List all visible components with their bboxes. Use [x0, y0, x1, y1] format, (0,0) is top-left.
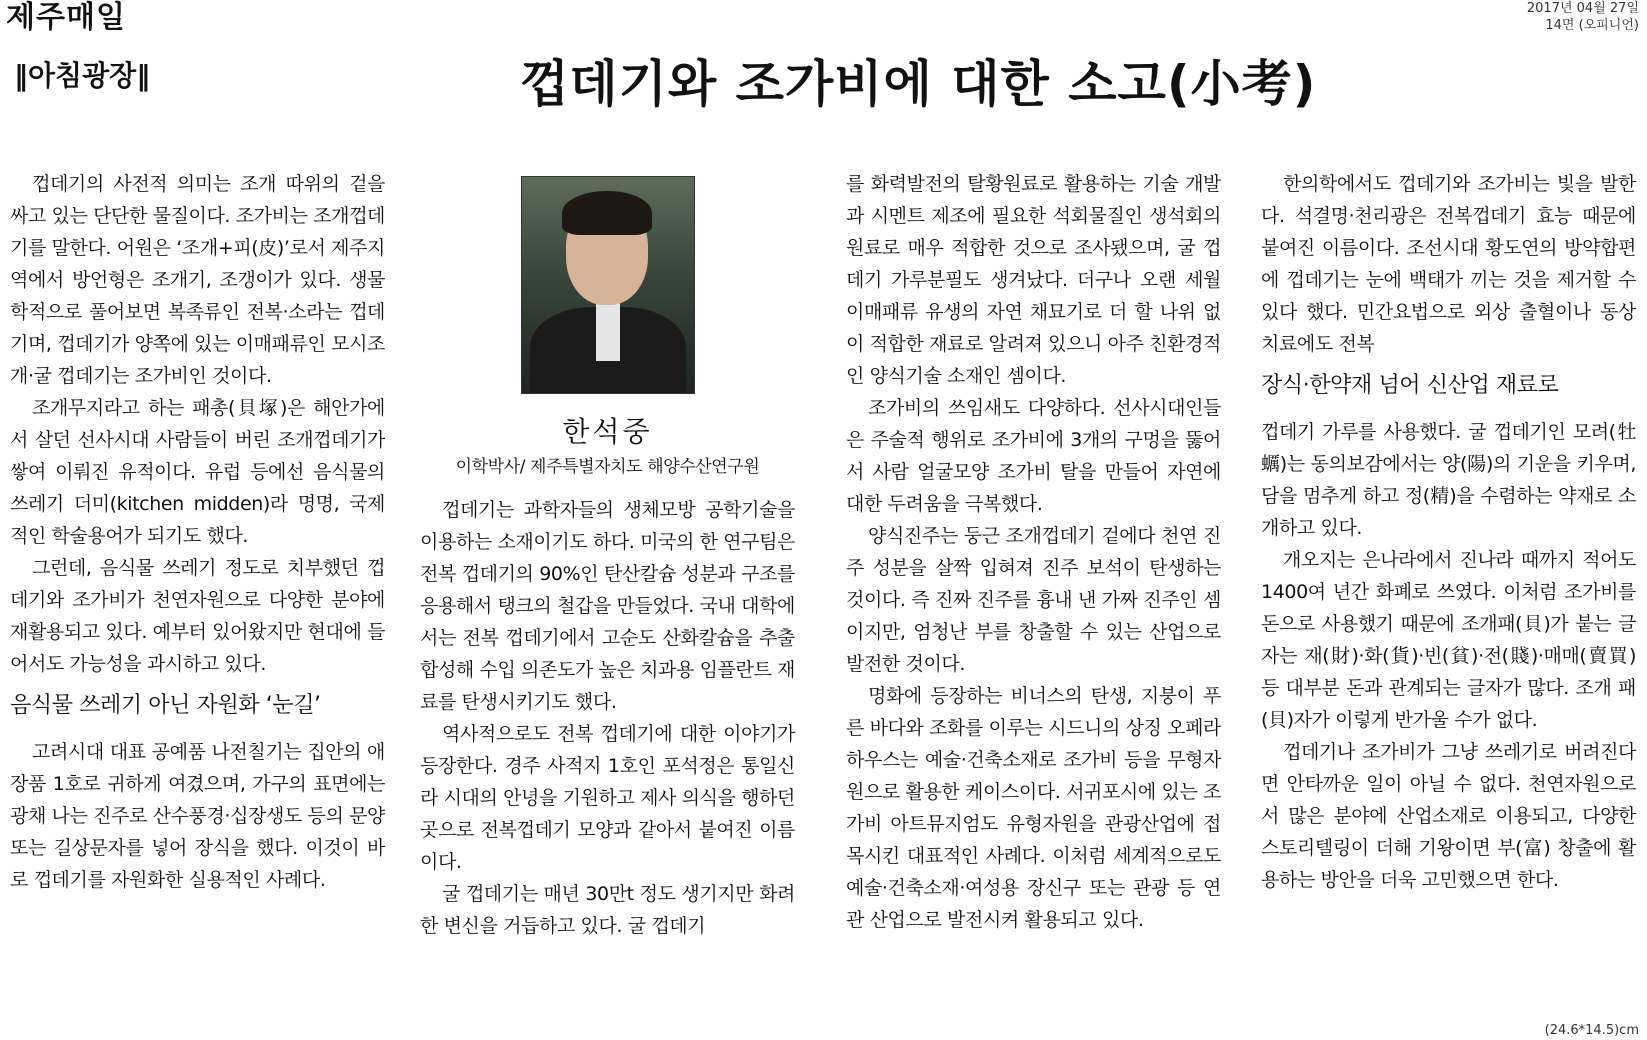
- column-4: [1261, 168, 1636, 896]
- paragraph: 고려시대 대표 공예품 나전칠기는 집안의 애장품 1호로 귀하게 여겼으며, 가구의 표면에는 광채 나는 진주로 산수풍경·십장생도 등의 문양 또는 길상문자를 넣어 장식을 했다. 이것이 바로 껍데기를 자원화한 실용적인 사례다.: [10, 741, 385, 891]
- dateline: [1527, 0, 1639, 34]
- paragraph: 껍데기는 과학자들의 생체모방 공학기술을 이용하는 소재이기도 하다. 미국의 한 연구팀은 전복 껍데기의 90%인 탄산칼슘 성분과 구조를 응용해서 탱크의 철갑을 만들었다. 국내 대학에서는 전복 껍데기에서 고순도 산화칼슘을 추출 합성해 수입 의존도가 높은 치과용 임플란트 재료를 탄생시키기도 했다.: [420, 499, 795, 713]
- paragraph: 굴 껍데기는 매년 30만t 정도 생기지만 화려한 변신을 거듭하고 있다. 굴 껍데기: [420, 883, 795, 937]
- paragraph: 조가비의 쓰임새도 다양하다. 선사시대인들은 주술적 행위로 조가비에 3개의 구멍을 뚫어서 사람 얼굴모양 조가비 탈을 만들어 자연에 대한 두려움을 극복했다.: [846, 397, 1221, 515]
- paragraph: 양식진주는 둥근 조개껍데기 겉에다 천연 진주 성분을 살짝 입혀져 진주 보석이 탄생하는 것이다. 즉 진짜 진주를 흉내 낸 가짜 진주인 셈이지만, 엄청난 부를 창출할 수 있는 산업으로 발전한 것이다.: [846, 525, 1221, 675]
- paragraph: 역사적으로도 전복 껍데기에 대한 이야기가 등장한다. 경주 사적지 1호인 포석정은 통일신라 시대의 안녕을 기원하고 제사 의식을 행하던 곳으로 전복껍데기 모양과 같아서 붙여진 이름이다.: [420, 723, 795, 873]
- author-name: 한석중: [562, 415, 653, 448]
- paragraph: 껍데기 가루를 사용했다. 굴 껍데기인 모려(牡蠣)는 동의보감에서는 양(陽)의 기운을 키우며, 담을 멈추게 하고 정(精)을 수렴하는 약재로 소개하고 있다.: [1261, 421, 1636, 539]
- paragraph: 명화에 등장하는 비너스의 탄생, 지붕이 푸른 바다와 조화를 이루는 시드니의 상징 오페라하우스는 예술·건축소재로 조가비 등을 무형자원으로 활용한 케이스이다. 서귀포시에 있는 조가비 아트뮤지엄도 유형자원을 관광산업에 접목시킨 대표적인 사례다. 이처럼 세계적으로도 예술·건축소재·여성용 장신구 또는 관광 등 연관 산업으로 발전시켜 활용되고 있다.: [846, 685, 1221, 931]
- paragraph: 껍데기나 조가비가 그냥 쓰레기로 버려진다면 안타까운 일이 아닐 수 없다. 천연자원으로서 많은 분야에 산업소재로 이용되고, 다양한 스토리텔링이 더해 기왕이면 부(富) 창출에 활용하는 방안을 더욱 고민했으면 한다.: [1261, 741, 1636, 891]
- article-headline: 껍데기와 조가비에 대한 소고(小考): [520, 55, 1317, 113]
- paragraph: 한의학에서도 껍데기와 조가비는 빛을 발한다. 석결명·천리광은 전복껍데기 효능 때문에 붙여진 이름이다. 조선시대 황도연의 방약합편에 껍데기는 눈에 백태가 끼는 것을 제거할 수 있다 했다. 민간요법으로 외상 출혈이나 동상 치료에도 전복: [1261, 173, 1636, 355]
- photo-shirt: [596, 301, 620, 361]
- paragraph: 껍데기의 사전적 의미는 조개 따위의 겉을 싸고 있는 단단한 물질이다. 조가비는 조개껍데기를 말한다. 어원은 ‘조개+피(皮)’로서 제주지역에서 방언형은 조개기, 조갱이가 있다. 생물학적으로 풀어보면 복족류인 전복·소라는 껍데기며, 껍데기가 양쪽에 있는 이매패류인 모시조개·굴 껍데기는 조가비인 것이다.: [10, 173, 385, 387]
- author-title: 이학박사/ 제주특별자치도 해양수산연구원: [455, 457, 760, 477]
- paragraph: 조개무지라고 하는 패총(貝塚)은 해안가에서 살던 선사시대 사람들이 버린 조개껍데기가 쌓여 이뤄진 유적이다. 유럽 등에선 음식물의 쓰레기 더미(kitchen midden)라 명명, 국제적인 학술용어가 되기도 했다.: [10, 397, 385, 547]
- paragraph: 를 화력발전의 탈황원료로 활용하는 기술 개발과 시멘트 제조에 필요한 석회물질인 생석회의 원료로 매우 적합한 것으로 조사됐으며, 굴 껍데기 가루분필도 생겨났다. 더구나 오랜 세월 이매패류 유생의 자연 채묘기로 더 할 나위 없이 적합한 재료로 알려져 있으니 아주 친환경적인 양식기술 소재인 셈이다.: [846, 173, 1221, 387]
- paragraph: 개오지는 은나라에서 진나라 때까지 적어도 1400여 년간 화폐로 쓰였다. 이처럼 조가비를 돈으로 사용했기 때문에 조개패(貝)가 붙는 글자는 재(財)·화(貨)·빈(貧)·전(賤)·매매(賣買) 등 대부분 돈과 관계되는 글자가 많다. 조개 패(貝)자가 이렇게 반가울 수가 없다.: [1261, 549, 1636, 731]
- paragraph: 그런데, 음식물 쓰레기 정도로 치부했던 껍데기와 조가비가 천연자원으로 다양한 분야에 재활용되고 있다. 예부터 있어왔지만 현대에 들어서도 가능성을 과시하고 있다.: [10, 557, 385, 675]
- column-3: [846, 168, 1221, 936]
- size-note: (24.6*14.5)cm: [1544, 1023, 1639, 1038]
- page-section: 14면 (오피니언): [1545, 18, 1639, 33]
- publish-date: 2017년 04월 27일: [1526, 1, 1639, 16]
- column-1: [10, 168, 385, 896]
- newspaper-masthead: 제주매일: [6, 0, 126, 35]
- column-2: [420, 168, 795, 942]
- subheading: 음식물 쓰레기 아닌 자원화 ‘눈길’: [10, 693, 321, 718]
- photo-hair: [562, 191, 652, 235]
- subheading: 장식·한약재 넘어 신산업 재료로: [1261, 373, 1559, 398]
- section-label: ‖아침광장‖: [14, 59, 151, 92]
- author-photo: [521, 176, 695, 394]
- column-2-body: [420, 494, 795, 942]
